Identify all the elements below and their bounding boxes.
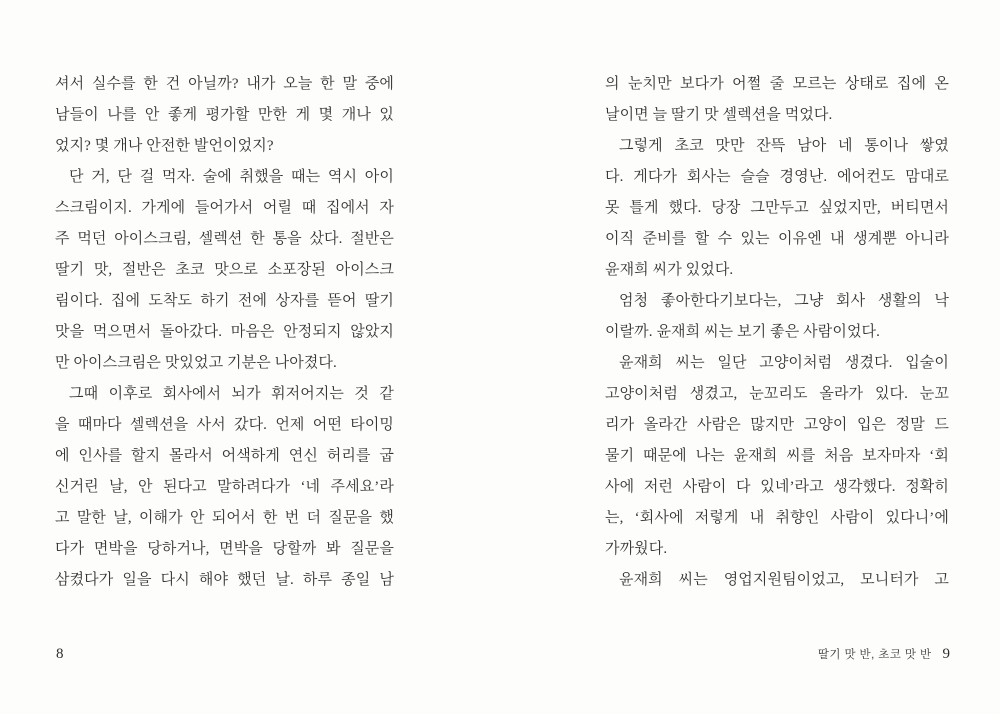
text-line: 윤재희 씨가 있었다. xyxy=(605,262,734,278)
text-line: 그렇게 초코 맛만 잔뜩 남아 네 통이나 쌓였 xyxy=(619,138,949,154)
text-line: 윤재희 씨는 영업지원팀이었고, 모니터가 고 xyxy=(619,572,949,588)
text-line: 을 때마다 셀렉션을 사서 갔다. 언제 어떤 타이밍 xyxy=(55,417,394,433)
text-line: 엄청 좋아한다기보다는, 그냥 회사 생활의 낙 xyxy=(619,293,949,309)
text-line: 그때 이후로 회사에서 뇌가 휘저어지는 것 같 xyxy=(69,386,394,402)
text-line: 고양이처럼 생겼고, 눈꼬리도 올라가 있다. 눈꼬 xyxy=(605,386,949,402)
page-number-right: 9 xyxy=(942,646,950,662)
text-line: 는, ‘회사에 저렇게 내 취향인 사람이 있다니’에 xyxy=(605,510,949,526)
text-line: 신거린 날, 안 된다고 말하려다가 ‘네 주세요’라 xyxy=(55,479,394,495)
text-line: 단 거, 단 걸 먹자. 술에 취했을 때는 역시 아이 xyxy=(69,169,394,185)
text-line: 다가 면박을 당하거나, 면박을 당할까 봐 질문을 xyxy=(55,541,394,557)
text-line: 맛을 먹으면서 돌아갔다. 마음은 안정되지 않았지 xyxy=(55,324,394,340)
page-left-text xyxy=(55,69,394,596)
text-line: 이랄까. 윤재희 씨는 보기 좋은 사람이었다. xyxy=(605,324,880,340)
text-line: 윤재희 씨는 일단 고양이처럼 생겼다. 입술이 xyxy=(619,355,949,371)
text-line: 이직 준비를 할 수 있는 이유엔 내 생계뿐 아니라 xyxy=(605,231,949,247)
text-line: 다. 게다가 회사는 슬슬 경영난. 에어컨도 맘대로 xyxy=(605,169,949,185)
text-line: 딸기 맛, 절반은 초코 맛으로 소포장된 아이스크 xyxy=(55,262,394,278)
running-title: 딸기 맛 반, 초코 맛 반 xyxy=(817,649,932,661)
text-line: 남들이 나를 안 좋게 평가할 만한 게 몇 개나 있 xyxy=(55,107,394,123)
text-line: 사에 저런 사람이 다 있네’라고 생각했다. 정확히 xyxy=(605,479,949,495)
text-line: 었지? 몇 개나 안전한 발언이었지? xyxy=(55,138,274,154)
text-line: 못 틀게 했다. 당장 그만두고 싶었지만, 버티면서 xyxy=(605,200,949,216)
text-line: 셔서 실수를 한 건 아닐까? 내가 오늘 한 말 중에 xyxy=(55,76,394,92)
text-line: 물기 때문에 나는 윤재희 씨를 처음 보자마자 ‘회 xyxy=(605,448,949,464)
text-line: 주 먹던 아이스크림, 셀렉션 한 통을 샀다. 절반은 xyxy=(55,231,394,247)
page-left-footer xyxy=(56,643,64,665)
page-right-footer xyxy=(818,643,950,665)
text-line: 스크림이지. 가게에 들어가서 어릴 때 집에서 자 xyxy=(55,200,394,216)
text-line: 가까웠다. xyxy=(605,541,668,557)
page-number-left: 8 xyxy=(56,646,64,662)
text-line: 만 아이스크림은 맛있었고 기분은 나아졌다. xyxy=(55,355,337,371)
page-right-text xyxy=(605,69,949,596)
text-line: 의 눈치만 보다가 어쩔 줄 모르는 상태로 집에 온 xyxy=(605,76,949,92)
text-line: 림이다. 집에 도착도 하기 전에 상자를 뜯어 딸기 xyxy=(55,293,394,309)
text-line: 에 인사를 할지 몰라서 어색하게 연신 허리를 굽 xyxy=(55,448,394,464)
text-line: 날이면 늘 딸기 맛 셀렉션을 먹었다. xyxy=(605,107,833,123)
text-line: 삼켰다가 일을 다시 해야 했던 날. 하루 종일 남 xyxy=(55,572,394,588)
text-line: 고 말한 날, 이해가 안 되어서 한 번 더 질문을 했 xyxy=(55,510,394,526)
text-line: 리가 올라간 사람은 많지만 고양이 입은 정말 드 xyxy=(605,417,949,433)
